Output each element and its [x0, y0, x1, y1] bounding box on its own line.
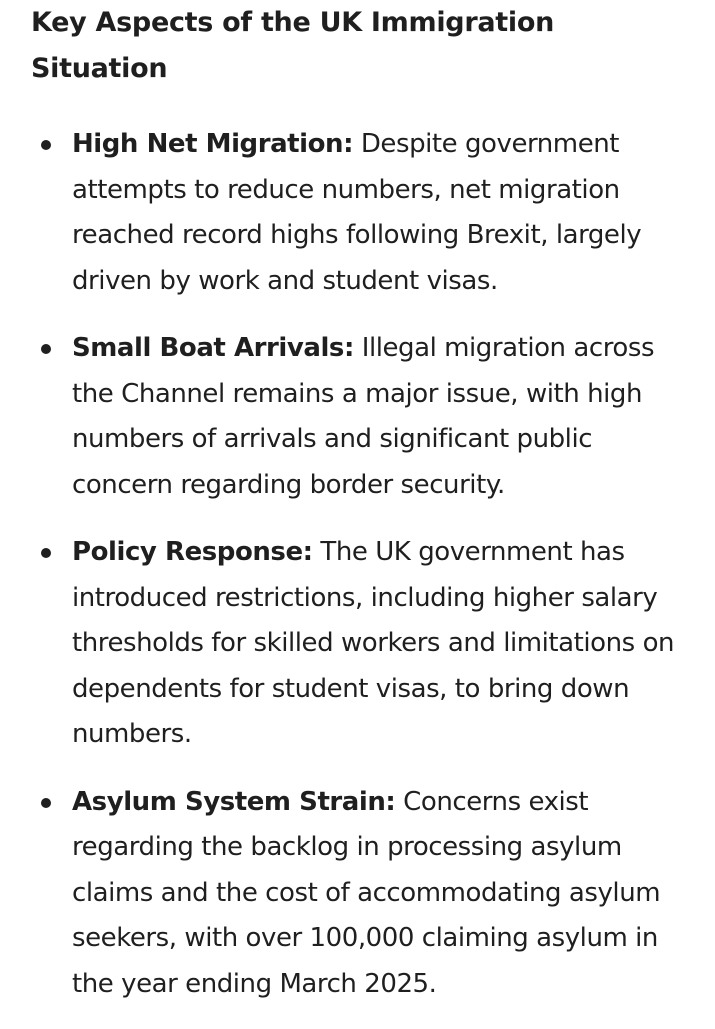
list-item-text: Illegal migration across the Channel remains a major issue, with high numbers of arrivals and significant public concern regarding border security.: [72, 333, 655, 500]
bullet-icon: [41, 344, 51, 354]
key-aspects-list: [0, 122, 715, 1029]
list-item-term: Asylum System Strain:: [72, 786, 396, 817]
list-item-text: Despite government attempts to reduce numbers, net migration reached record highs following Brexit, largely driven by work and student visas.: [72, 129, 642, 296]
list-item-text: Concerns exist regarding the backlog in processing asylum claims and the cost of accommodating asylum seekers, with over 100,000 claiming asylum in the year ending March 2025.: [72, 786, 661, 999]
section-heading: Key Aspects of the UK Immigration Situation: [31, 7, 554, 84]
list-item-term: Small Boat Arrivals:: [72, 333, 354, 363]
bullet-icon: [41, 140, 51, 150]
list-item-high-net-migration: [0, 122, 715, 304]
list-item-term: High Net Migration:: [72, 129, 354, 159]
list-item-policy-response: [0, 530, 715, 758]
bullet-icon: [41, 798, 51, 808]
list-item-text: The UK government has introduced restrictions, including higher salary thresholds for skilled workers and limitations on dependents for student visas, to bring down numbers.: [72, 537, 675, 749]
bullet-icon: [41, 548, 51, 558]
list-item-asylum-system-strain: [0, 780, 715, 1008]
list-item-small-boat-arrivals: [0, 326, 715, 508]
list-item-term: Policy Response:: [72, 537, 313, 567]
